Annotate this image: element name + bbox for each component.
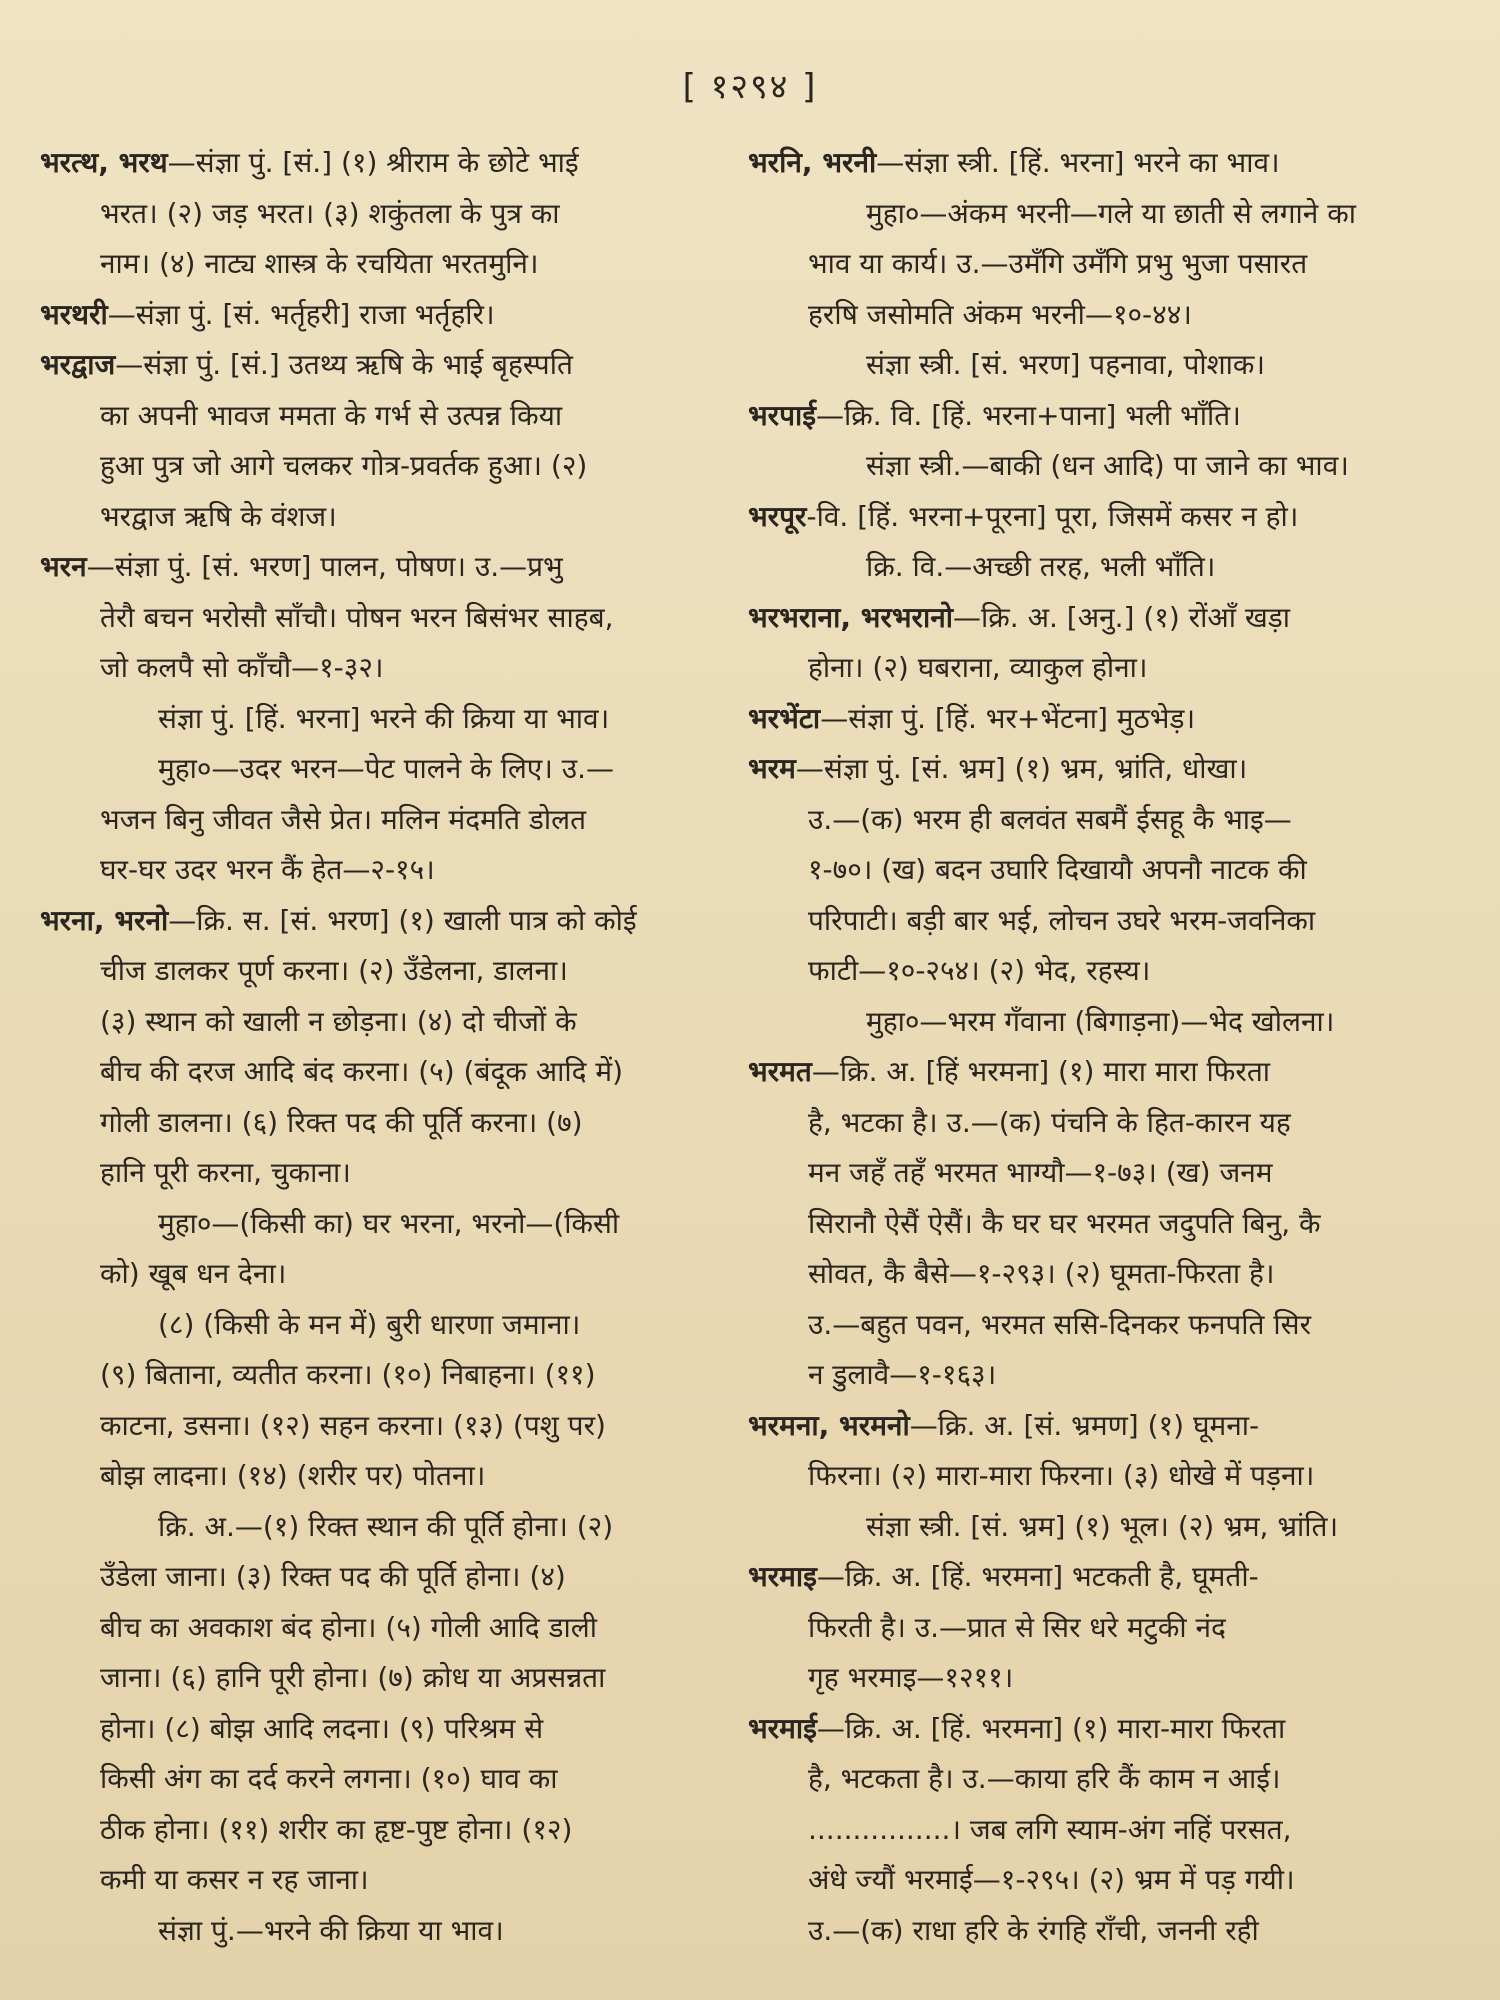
definition-text: ठीक होना। (११) शरीर का हृष्ट-पुष्ट होना। (१२): [100, 1812, 573, 1846]
entry-text-line: [748, 1249, 1428, 1300]
definition-text: हानि पूरी करना, चुकाना।: [100, 1156, 351, 1189]
dictionary-entry: [40, 340, 712, 391]
definition-text: भरत। (२) जड़ भरत। (३) शकुंतला के पुत्र का: [100, 196, 560, 230]
definition-text: हरषि जसोमति अंकम भरनी—१०-४४।: [808, 297, 1192, 331]
dictionary-entry: [748, 694, 1428, 745]
definition-text: भजन बिनु जीवत जैसे प्रेत। मलिन मंदमति डोलत: [100, 802, 587, 836]
entry-text-line: [748, 946, 1428, 997]
entry-text-line: [748, 1199, 1428, 1250]
definition-text: —क्रि. अ. [अनु.] (१) रोंआँ खड़ा: [953, 600, 1291, 634]
definition-text: —संज्ञा स्त्री. [हिं. भरना] भरने का भाव।: [876, 146, 1280, 179]
headword: भरत्थ, भरथ: [40, 146, 168, 179]
definition-text: —संज्ञा पुं. [सं. भ्रम] (१) भ्रम, भ्रांति, धोखा।: [795, 752, 1248, 785]
definition-text: क्रि. वि.—अच्छी तरह, भली भाँति।: [866, 550, 1216, 583]
definition-text: उँडेला जाना। (३) रिक्त पद की पूर्ति होना। (४): [100, 1560, 566, 1593]
definition-text: तेरौ बचन भरोसौ साँचौ। पोषन भरन बिसंभर साहब,: [100, 600, 614, 634]
entry-text-line: [748, 1855, 1428, 1906]
headword: भरमत: [748, 1055, 812, 1088]
dictionary-entry: [748, 492, 1428, 543]
entry-text-line: [40, 997, 712, 1048]
definition-text: जो कलपै सो काँचौ—१-३२।: [100, 651, 384, 684]
definition-text: अंधे ज्यौं भरमाई—१-२९५। (२) भ्रम में पड़ गयी।: [808, 1863, 1295, 1896]
entry-text-line: [748, 997, 1428, 1048]
entry-text-line: [40, 1552, 712, 1603]
definition-text: हुआ पुत्र जो आगे चलकर गोत्र-प्रवर्तक हुआ। (२): [100, 449, 588, 482]
dictionary-entry: [40, 542, 712, 593]
dictionary-entry: [748, 1552, 1428, 1603]
entry-text-line: [40, 744, 712, 795]
definition-text: संज्ञा स्त्री.—बाकी (धन आदि) पा जाने का भाव।: [866, 449, 1349, 482]
entry-text-line: [748, 1603, 1428, 1654]
entry-text-line: [40, 239, 712, 290]
entry-text-line: [748, 643, 1428, 694]
page-number: [ १२९४ ]: [682, 67, 818, 107]
entry-text-line: [40, 1451, 712, 1502]
definition-text: कमी या कसर न रह जाना।: [100, 1863, 369, 1896]
definition-text: भरद्वाज ऋषि के वंशज।: [100, 499, 337, 533]
entry-text-line: [748, 795, 1428, 846]
definition-text: भाव या कार्य। उ.—उमँगि उमँगि प्रभु भुजा पसारत: [808, 247, 1308, 280]
entry-text-line: [40, 1199, 712, 1250]
headword: भरन: [40, 550, 87, 583]
entry-text-line: [40, 441, 712, 492]
entry-text-line: [40, 1603, 712, 1654]
entry-text-line: [748, 239, 1428, 290]
definition-text: —संज्ञा पुं. [सं.] (१) श्रीराम के छोटे भाई: [167, 146, 579, 179]
definition-text: होना। (२) घबराना, व्याकुल होना।: [808, 651, 1148, 684]
entry-text-line: [748, 896, 1428, 947]
entry-text-line: [748, 1754, 1428, 1805]
definition-text: संज्ञा पुं.—भरने की क्रिया या भाव।: [158, 1913, 504, 1947]
definition-text: है, भटका है। उ.—(क) पंचनि के हित-कारन यह: [808, 1105, 1291, 1139]
definition-text: (८) (किसी के मन में) बुरी धारणा जमाना।: [158, 1307, 581, 1341]
entry-text-line: [40, 643, 712, 694]
entry-text-line: [40, 492, 712, 543]
entry-text-line: [748, 290, 1428, 341]
entry-text-line: [748, 1451, 1428, 1502]
definition-text: —क्रि. स. [सं. भरण] (१) खाली पात्र को कोई: [168, 903, 637, 937]
definition-text: बीच का अवकाश बंद होना। (५) गोली आदि डाली: [100, 1610, 597, 1644]
dictionary-entry: [748, 391, 1428, 442]
entry-text-line: [40, 1401, 712, 1452]
left-column: [40, 138, 712, 1956]
entry-text-line: [40, 1098, 712, 1149]
dictionary-entry: [40, 896, 712, 947]
headword: भरम: [748, 752, 796, 785]
entry-text-line: [748, 1653, 1428, 1704]
entry-text-line: [748, 1300, 1428, 1351]
definition-text: सोवत, कै बैसे—१-२९३। (२) घूमता-फिरता है।: [808, 1257, 1275, 1290]
entry-text-line: [40, 1805, 712, 1856]
definition-text: काटना, डसना। (१२) सहन करना। (१३) (पशु पर): [100, 1408, 606, 1442]
definition-text: मुहा०—भरम गँवाना (बिगाड़ना)—भेद खोलना।: [866, 1004, 1335, 1038]
definition-text: —संज्ञा पुं. [हिं. भर+भेंटना] मुठभेड़।: [820, 701, 1196, 735]
definition-text: —संज्ञा पुं. [सं. भर्तृहरी] राजा भर्तृहरि।: [107, 297, 495, 331]
headword: भरमना, भरमनो: [748, 1408, 910, 1442]
definition-text: क्रि. अ.—(१) रिक्त स्थान की पूर्ति होना। (२): [158, 1509, 614, 1543]
definition-text: उ.—(क) राधा हरि के रंगहि राँची, जननी रही: [808, 1913, 1259, 1947]
entry-text-line: [748, 1805, 1428, 1856]
definition-text: फिरती है। उ.—प्रात से सिर धरे मटुकी नंद: [808, 1610, 1226, 1644]
entry-text-line: [40, 946, 712, 997]
definition-text: घर-घर उदर भरन कैं हेत—२-१५।: [100, 853, 435, 886]
definition-text: संज्ञा स्त्री. [सं. भ्रम] (१) भूल। (२) भ्रम, भ्रांति।: [866, 1509, 1339, 1543]
definition-text: —क्रि. अ. [हिं. भरमना] भटकती है, घूमती-: [816, 1560, 1259, 1593]
dictionary-entry: [40, 138, 712, 189]
entry-text-line: [748, 542, 1428, 593]
definition-text: संज्ञा स्त्री. [सं. भरण] पहनावा, पोशाक।: [866, 348, 1266, 381]
definition-text: उ.—बहुत पवन, भरमत ससि-दिनकर फनपति सिर: [808, 1307, 1312, 1341]
dictionary-entry: [40, 290, 712, 341]
headword: भरभेंटा: [748, 701, 821, 735]
entry-text-line: [40, 1855, 712, 1906]
entry-text-line: [40, 694, 712, 745]
definition-text: मुहा०—(किसी का) घर भरना, भरनो—(किसी: [158, 1206, 620, 1240]
definition-text: (९) बिताना, व्यतीत करना। (१०) निबाहना। (११): [100, 1358, 596, 1391]
dictionary-entry: [748, 138, 1428, 189]
definition-text: को) खूब धन देना।: [100, 1257, 287, 1290]
definition-text: १-७०। (ख) बदन उघारि दिखायौ अपनौ नाटक की: [808, 853, 1307, 886]
entry-text-line: [748, 1350, 1428, 1401]
definition-text: किसी अंग का दर्द करने लगना। (१०) घाव का: [100, 1762, 558, 1795]
entry-text-line: [748, 340, 1428, 391]
definition-text: बोझ लादना। (१४) (शरीर पर) पोतना।: [100, 1459, 486, 1492]
definition-text: (३) स्थान को खाली न छोड़ना। (४) दो चीजों के: [100, 1004, 577, 1038]
entry-text-line: [748, 189, 1428, 240]
entry-text-line: [40, 795, 712, 846]
definition-text: —संज्ञा पुं. [सं. भरण] पालन, पोषण। उ.—प्रभु: [86, 550, 563, 583]
headword: भरमाई: [748, 1711, 817, 1745]
entry-text-line: [40, 1653, 712, 1704]
entry-text-line: [40, 845, 712, 896]
definition-text: —क्रि. अ. [हिं भरमना] (१) मारा मारा फिरता: [811, 1055, 1271, 1088]
entry-text-line: [40, 1704, 712, 1755]
definition-text: न डुलावै—१-१६३।: [808, 1358, 997, 1391]
definition-text: है, भटकता है। उ.—काया हरि कैं काम न आई।: [808, 1762, 1281, 1795]
entry-text-line: [40, 1300, 712, 1351]
headword: भरना, भरनो: [40, 903, 169, 937]
headword: भरनि, भरनी: [748, 146, 877, 179]
entry-text-line: [40, 1047, 712, 1098]
definition-text: —क्रि. अ. [हिं. भरमना] (१) मारा-मारा फिरता: [816, 1711, 1286, 1745]
definition-text: परिपाटी। बड़ी बार भई, लोचन उघरे भरम-जवनिका: [808, 903, 1316, 937]
headword: भरपाई: [748, 398, 817, 432]
entry-text-line: [748, 1148, 1428, 1199]
definition-text: चीज डालकर पूर्ण करना। (२) उँडेलना, डालना।: [100, 954, 568, 987]
entry-text-line: [40, 189, 712, 240]
definition-text: —क्रि. अ. [सं. भ्रमण] (१) घूमना-: [909, 1408, 1260, 1442]
definition-text: —क्रि. वि. [हिं. भरना+पाना] भली भाँति।: [816, 398, 1241, 432]
dictionary-entry: [748, 744, 1428, 795]
definition-text: -वि. [हिं. भरना+पूरना] पूरा, जिसमें कसर न हो।: [806, 499, 1299, 533]
dictionary-entry: [748, 593, 1428, 644]
entry-text-line: [40, 1754, 712, 1805]
entry-text-line: [748, 845, 1428, 896]
definition-text: फाटी—१०-२५४। (२) भेद, रहस्य।: [808, 954, 1151, 987]
dictionary-entry: [748, 1704, 1428, 1755]
entry-text-line: [40, 593, 712, 644]
entry-text-line: [40, 1906, 712, 1957]
definition-text: नाम। (४) नाट्य शास्त्र के रचयिता भरतमुनि।: [100, 247, 539, 280]
entry-text-line: [748, 1098, 1428, 1149]
entry-text-line: [40, 1502, 712, 1553]
definition-text: मुहा०—उदर भरन—पेट पालने के लिए। उ.—: [158, 752, 615, 785]
entry-text-line: [748, 441, 1428, 492]
definition-text: ................। जब लगि स्याम-अंग नहिं परसत,: [808, 1812, 1292, 1846]
definition-text: फिरना। (२) मारा-मारा फिरना। (३) धोखे में पड़ना।: [808, 1459, 1315, 1492]
entry-text-line: [40, 1249, 712, 1300]
entry-text-line: [40, 391, 712, 442]
headword: भरभराना, भरभरानो: [748, 600, 954, 634]
definition-text: का अपनी भावज ममता के गर्भ से उत्पन्न किया: [100, 398, 563, 432]
entry-text-line: [40, 1350, 712, 1401]
definition-text: मन जहँ तहँ भरमत भाग्यौ—१-७३। (ख) जनम: [808, 1156, 1273, 1189]
dictionary-entry: [748, 1401, 1428, 1452]
definition-text: गोली डालना। (६) रिक्त पद की पूर्ति करना। (७): [100, 1105, 583, 1139]
definition-text: बीच की दरज आदि बंद करना। (५) (बंदूक आदि में): [100, 1055, 624, 1088]
headword: भरपूर: [748, 499, 807, 533]
entry-text-line: [40, 1148, 712, 1199]
entry-text-line: [748, 1906, 1428, 1957]
definition-text: —संज्ञा पुं. [सं.] उतथ्य ऋषि के भाई बृहस्पति: [115, 348, 573, 381]
headword: भरद्वाज: [40, 348, 116, 381]
headword: भरमाइ: [748, 1560, 817, 1593]
definition-text: गृह भरमाइ—१२११।: [808, 1661, 1014, 1694]
headword: भरथरी: [40, 297, 108, 331]
definition-text: होना। (८) बोझ आदि लदना। (९) परिश्रम से: [100, 1711, 544, 1745]
entry-text-line: [748, 1502, 1428, 1553]
definition-text: जाना। (६) हानि पूरी होना। (७) क्रोध या अप्रसन्नता: [100, 1661, 606, 1694]
definition-text: संज्ञा पुं. [हिं. भरना] भरने की क्रिया या भाव।: [158, 701, 610, 735]
dictionary-entry: [748, 1047, 1428, 1098]
definition-text: सिरानौ ऐसैं ऐसैं। कै घर घर भरमत जदुपति बिनु, कै: [808, 1206, 1321, 1240]
definition-text: उ.—(क) भरम ही बलवंत सबमैं ईसहू कै भाइ—: [808, 802, 1292, 836]
right-column: [748, 138, 1428, 1956]
definition-text: मुहा०—अंकम भरनी—गले या छाती से लगाने का: [866, 196, 1356, 230]
